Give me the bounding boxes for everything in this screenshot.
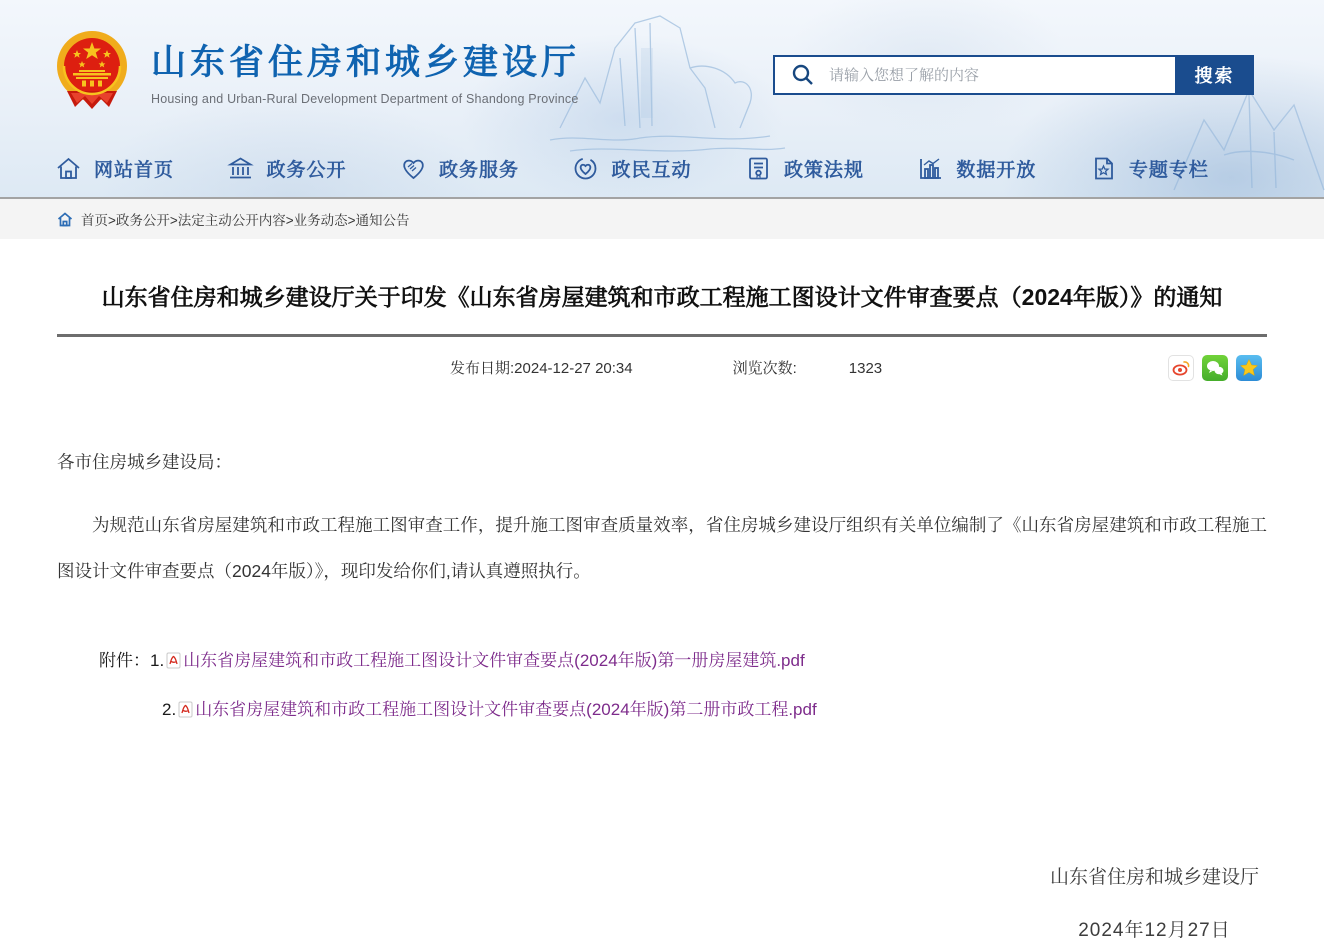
nav-item-special-columns[interactable] <box>1090 155 1209 182</box>
breadcrumb-home-icon[interactable] <box>57 212 73 227</box>
header-top <box>0 0 1324 140</box>
pdf-icon <box>178 690 193 736</box>
search-icon <box>791 63 815 87</box>
signature-block <box>1050 862 1259 942</box>
publish-date-value: 2024-12-27 20:34 <box>514 360 633 377</box>
star-doc-icon <box>1090 155 1117 182</box>
main-nav <box>0 140 1324 197</box>
attachment-row <box>57 638 1267 687</box>
nav-item-public-interaction[interactable] <box>572 155 691 182</box>
qzone-icon[interactable] <box>1236 355 1262 381</box>
weibo-icon[interactable] <box>1168 355 1194 381</box>
attachment-number: 1. <box>150 651 165 670</box>
site-title: 山东省住房和城乡建设厅 <box>151 42 581 82</box>
attachment-row <box>57 687 1267 736</box>
nav-item-label: 政务公开 <box>266 160 347 181</box>
attachment-number: 2. <box>162 700 177 719</box>
meta-text <box>450 357 882 378</box>
bar-chart-icon <box>917 155 944 182</box>
publish-date-label: 发布日期: <box>450 360 515 377</box>
attachments <box>57 638 1267 736</box>
nav-item-gov-services[interactable] <box>400 155 519 182</box>
article-title: 山东省住房和城乡建设厅关于印发《山东省房屋建筑和市政工程施工图设计文件审查要点（2024年版）》的通知 <box>101 284 1223 310</box>
attachments-label: 附件： <box>99 651 150 670</box>
wechat-icon[interactable] <box>1202 355 1228 381</box>
brand[interactable] <box>55 29 580 111</box>
nav-item-label: 数据开放 <box>956 160 1037 181</box>
nav-item-label: 政策法规 <box>783 160 864 181</box>
signature-department: 山东省住房和城乡建设厅 <box>1049 867 1259 888</box>
attachment-link[interactable]: 山东省房屋建筑和市政工程施工图设计文件审查要点(2024年版)第二册市政工程.pdf <box>195 700 817 719</box>
signature-date: 2024年12月27日 <box>1078 920 1231 941</box>
breadcrumb <box>0 197 1324 239</box>
handshake-icon <box>400 155 427 182</box>
nav-item-label: 专题专栏 <box>1128 160 1209 181</box>
salutation: 各市住房城乡建设局： <box>57 452 232 472</box>
pdf-icon <box>166 641 181 687</box>
heart-chat-icon <box>572 155 599 182</box>
share-icons <box>1168 355 1262 381</box>
nav-item-label: 网站首页 <box>94 160 175 181</box>
nav-item-policies[interactable] <box>745 155 864 182</box>
nav-item-home[interactable] <box>55 155 174 182</box>
national-emblem-logo <box>55 29 129 111</box>
attachment-link[interactable]: 山东省房屋建筑和市政工程施工图设计文件审查要点(2024年版)第一册房屋建筑.pdf <box>183 651 805 670</box>
site-subtitle: Housing and Urban-Rural Development Department of Shandong Province <box>151 91 579 106</box>
search-button[interactable]: 搜索 <box>1175 55 1254 95</box>
nav-item-label: 政民互动 <box>611 160 692 181</box>
nav-item-label: 政务服务 <box>438 160 519 181</box>
bank-icon <box>227 155 254 182</box>
search-box <box>773 55 1254 95</box>
article-content <box>57 279 1267 941</box>
views-count: 1323 <box>848 360 883 377</box>
home-icon <box>55 155 82 182</box>
title-divider <box>57 334 1267 337</box>
body-paragraph: 为规范山东省房屋建筑和市政工程施工图审查工作，提升施工图审查质量效率，省住房城乡建设厅组织有关单位编制了《山东省房屋建筑和市政工程施工图设计文件审查要点（2024年版）》，现印发给你们,请认真遵照执行。 <box>57 515 1267 581</box>
breadcrumb-trail[interactable]: 首页>政务公开>法定主动公开内容>业务动态>通知公告 <box>81 213 410 228</box>
nav-item-open-data[interactable] <box>917 155 1036 182</box>
article-meta <box>57 347 1267 387</box>
views-label: 浏览次数: <box>732 360 797 377</box>
brand-text <box>151 35 580 106</box>
search-input[interactable] <box>829 57 1175 93</box>
policy-doc-icon <box>745 155 772 182</box>
site-header <box>0 0 1324 197</box>
nav-item-gov-info[interactable] <box>227 155 346 182</box>
